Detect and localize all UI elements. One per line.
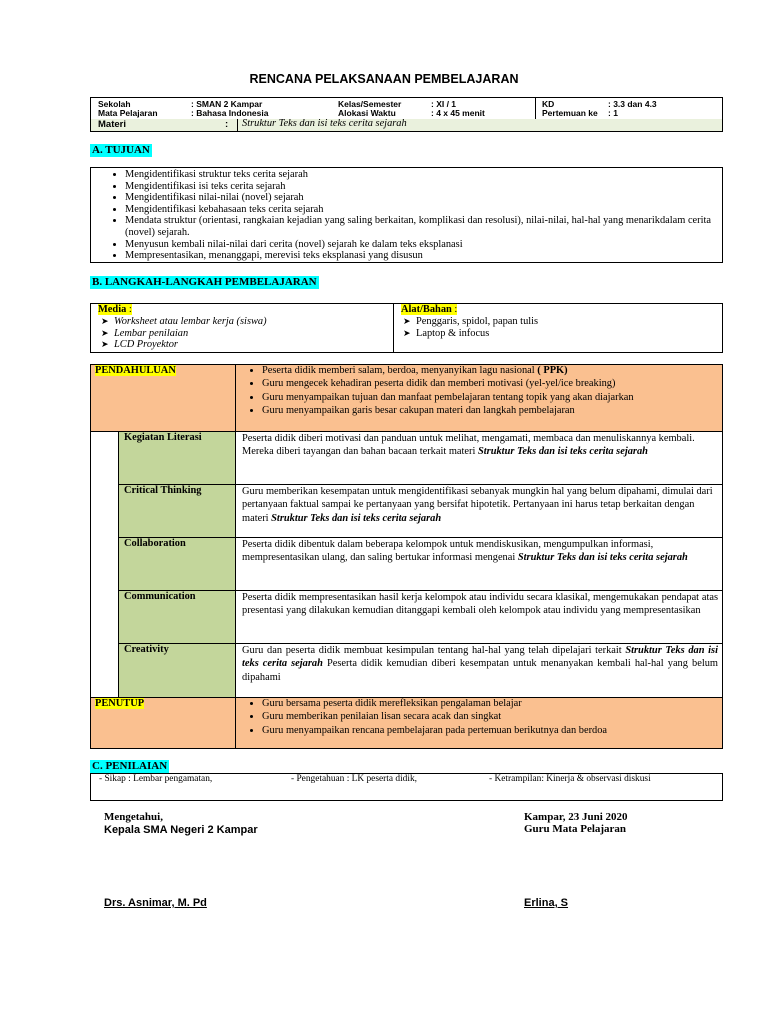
row-text-communication: Peserta didik mempresentasikan hasil kerja kelompok atau individu secara klasikal, mengemukakan pendapat atas presentasi yang dilakukan kemudian ditanggapi kembali oleh kelompok atau individu yang mempresentasikan	[242, 592, 718, 617]
list-item: • Guru mengecek kehadiran peserta didik dan memberi motivasi (yel-yel/ice breaking)	[262, 377, 752, 390]
row-text-literasi: Peserta didik diberi motivasi dan panduan untuk melihat, mengamati, membaca dan menuliskannya kembali. Mereka diberi tayangan dan bahan bacaan terkait materi Struktur Teks dan isi teks cerita sejarah	[242, 433, 695, 458]
penilaian-pengetahuan: - Pengetahuan : LK peserta didik,	[291, 774, 418, 784]
alat-heading: Alat/Bahan :	[401, 304, 458, 315]
row-label-creativity: Creativity	[124, 644, 169, 655]
materi-colon: :	[225, 119, 229, 130]
list-item: • Mengidentifikasi isi teks cerita sejarah	[125, 181, 722, 193]
list-item: • Mempresentasikan, menanggapi, merevisi teks eksplanasi yang disusun	[125, 250, 722, 262]
sekolah-value: : SMAN 2 Kampar	[191, 99, 263, 109]
kd-value: : 3.3 dan 4.3	[608, 99, 657, 109]
materi-value: Struktur Teks dan isi teks cerita sejarah	[242, 118, 407, 129]
list-item: • Guru menyampaikan tujuan dan manfaat pembelajaran tentang topik yang akan diajarkan	[262, 391, 752, 404]
row-text-collaboration: Peserta didik dibentuk dalam beberapa kelompok untuk mendiskusikan, mengumpulkan informasi, mempresentasikan ulang, dan saling bertukar informasi mengenai Struktur Teks dan isi teks cerita sejarah	[242, 539, 688, 564]
sekolah-label: Sekolah	[98, 99, 131, 109]
arrow-bullet-icon: ➤	[101, 316, 109, 326]
sig-right-name: Erlina, S	[524, 897, 569, 909]
kd-label: KD	[542, 99, 555, 109]
kelas-label: Kelas/Semester	[338, 99, 402, 109]
media-alat-table	[90, 303, 723, 353]
row-label-collaboration: Collaboration	[124, 538, 186, 549]
list-item: ➤ Laptop & infocus	[403, 327, 490, 339]
sig-left-line1: Mengetahui,	[104, 811, 163, 823]
list-item: • Mengidentifikasi struktur teks cerita sejarah	[125, 169, 722, 181]
media-list	[101, 316, 267, 351]
penutup-label: PENUTUP	[95, 698, 145, 709]
penutup-list	[228, 697, 752, 737]
tujuan-box	[90, 167, 723, 263]
arrow-bullet-icon: ➤	[101, 339, 109, 350]
kelas-value: : XI / 1	[431, 99, 457, 109]
sig-right-line1: Kampar, 23 Juni 2020	[524, 811, 628, 823]
sig-left-line2: Kepala SMA Negeri 2 Kampar	[104, 824, 258, 836]
row-text-creativity: Guru dan peserta didik membuat kesimpulan tentang hal-hal yang telah dipelajari terkait Struktur Teks dan isi teks cerita sejarah Peserta didik kemudian diberi kesempatan untuk menanyakan kembali hal-hal yang belum dipahami	[242, 645, 718, 683]
pertemuan-label: Pertemuan ke	[542, 108, 598, 118]
sig-right-line2: Guru Mata Pelajaran	[524, 823, 627, 835]
list-item: • Guru menyampaikan garis besar cakupan materi dan langkah pembelajaran	[262, 404, 752, 417]
activity-table	[90, 364, 723, 749]
list-item: • Guru memberikan penilaian lisan secara acak dan singkat	[262, 710, 752, 723]
row-label-critical: Critical Thinking	[124, 485, 202, 496]
pendahuluan-label: PENDAHULUAN	[95, 365, 176, 376]
mapel-label: Mata Pelajaran	[98, 108, 158, 118]
list-item: ➤ Penggaris, spidol, papan tulis	[403, 316, 539, 327]
alokasi-label: Alokasi Waktu	[338, 108, 396, 118]
list-item: ➤ LCD Proyektor	[101, 339, 178, 351]
penilaian-box	[90, 773, 723, 801]
list-item: • Mengidentifikasi nilai-nilai (novel) sejarah	[125, 192, 722, 204]
section-b-heading: B. LANGKAH-LANGKAH PEMBELAJARAN	[92, 276, 317, 288]
list-item: ➤ Worksheet atau lembar kerja (siswa)	[101, 316, 267, 327]
list-item: • Guru bersama peserta didik merefleksikan pengalaman belajar	[262, 697, 752, 710]
document-title: RENCANA PELAKSANAAN PEMBELAJARAN	[249, 72, 519, 86]
row-label-communication: Communication	[124, 591, 196, 602]
arrow-bullet-icon: ➤	[403, 327, 411, 338]
sig-left-name: Drs. Asnimar, M. Pd	[104, 897, 207, 909]
list-item: • Mendata struktur (orientasi, rangkaian kejadian yang saling berkaitan, komplikasi dan resolusi), nilai-nilai, hal-hal yang menarikdalam cerita (novel) sejarah.	[125, 215, 722, 238]
list-item: • Peserta didik memberi salam, berdoa, menyanyikan lagu nasional ( PPK)	[262, 364, 752, 377]
materi-label: Materi	[98, 119, 126, 130]
pendahuluan-list	[228, 364, 752, 417]
arrow-bullet-icon: ➤	[101, 327, 109, 338]
penilaian-sikap: - Sikap : Lembar pengamatan,	[99, 774, 213, 784]
row-text-critical: Guru memberikan kesempatan untuk mengidentifikasi sebanyak mungkin hal yang belum dipahami, dimulai dari pertanyaan faktual sampai ke pertanyaan yang bersifat hipotetik. Pertanyaan ini harus tetap berkaitan dengan materi Struktur Teks dan isi teks cerita sejarah	[242, 486, 713, 524]
list-item: ➤ Lembar penilaian	[101, 327, 189, 339]
alat-list	[403, 316, 538, 339]
arrow-bullet-icon: ➤	[403, 316, 411, 326]
penilaian-keterampilan: - Ketrampilan: Kinerja & observasi diskusi	[489, 774, 651, 784]
row-label-literasi: Kegiatan Literasi	[124, 432, 202, 443]
alokasi-value: : 4 x 45 menit	[431, 108, 485, 118]
tujuan-list	[91, 169, 722, 262]
mapel-value: : Bahasa Indonesia	[191, 108, 269, 118]
section-c-heading: C. PENILAIAN	[92, 760, 168, 772]
list-item: • Menyusun kembali nilai-nilai dari cerita (novel) sejarah ke dalam teks eksplanasi	[125, 239, 722, 251]
media-heading: Media :	[98, 304, 132, 315]
list-item: • Mengidentifikasi kebahasaan teks cerita sejarah	[125, 204, 722, 216]
pertemuan-value: : 1	[608, 108, 618, 118]
list-item: • Guru menyampaikan rencana pembelajaran pada pertemuan berikutnya dan berdoa	[262, 724, 752, 737]
identity-table	[90, 97, 723, 132]
section-a-heading: A. TUJUAN	[92, 144, 150, 156]
